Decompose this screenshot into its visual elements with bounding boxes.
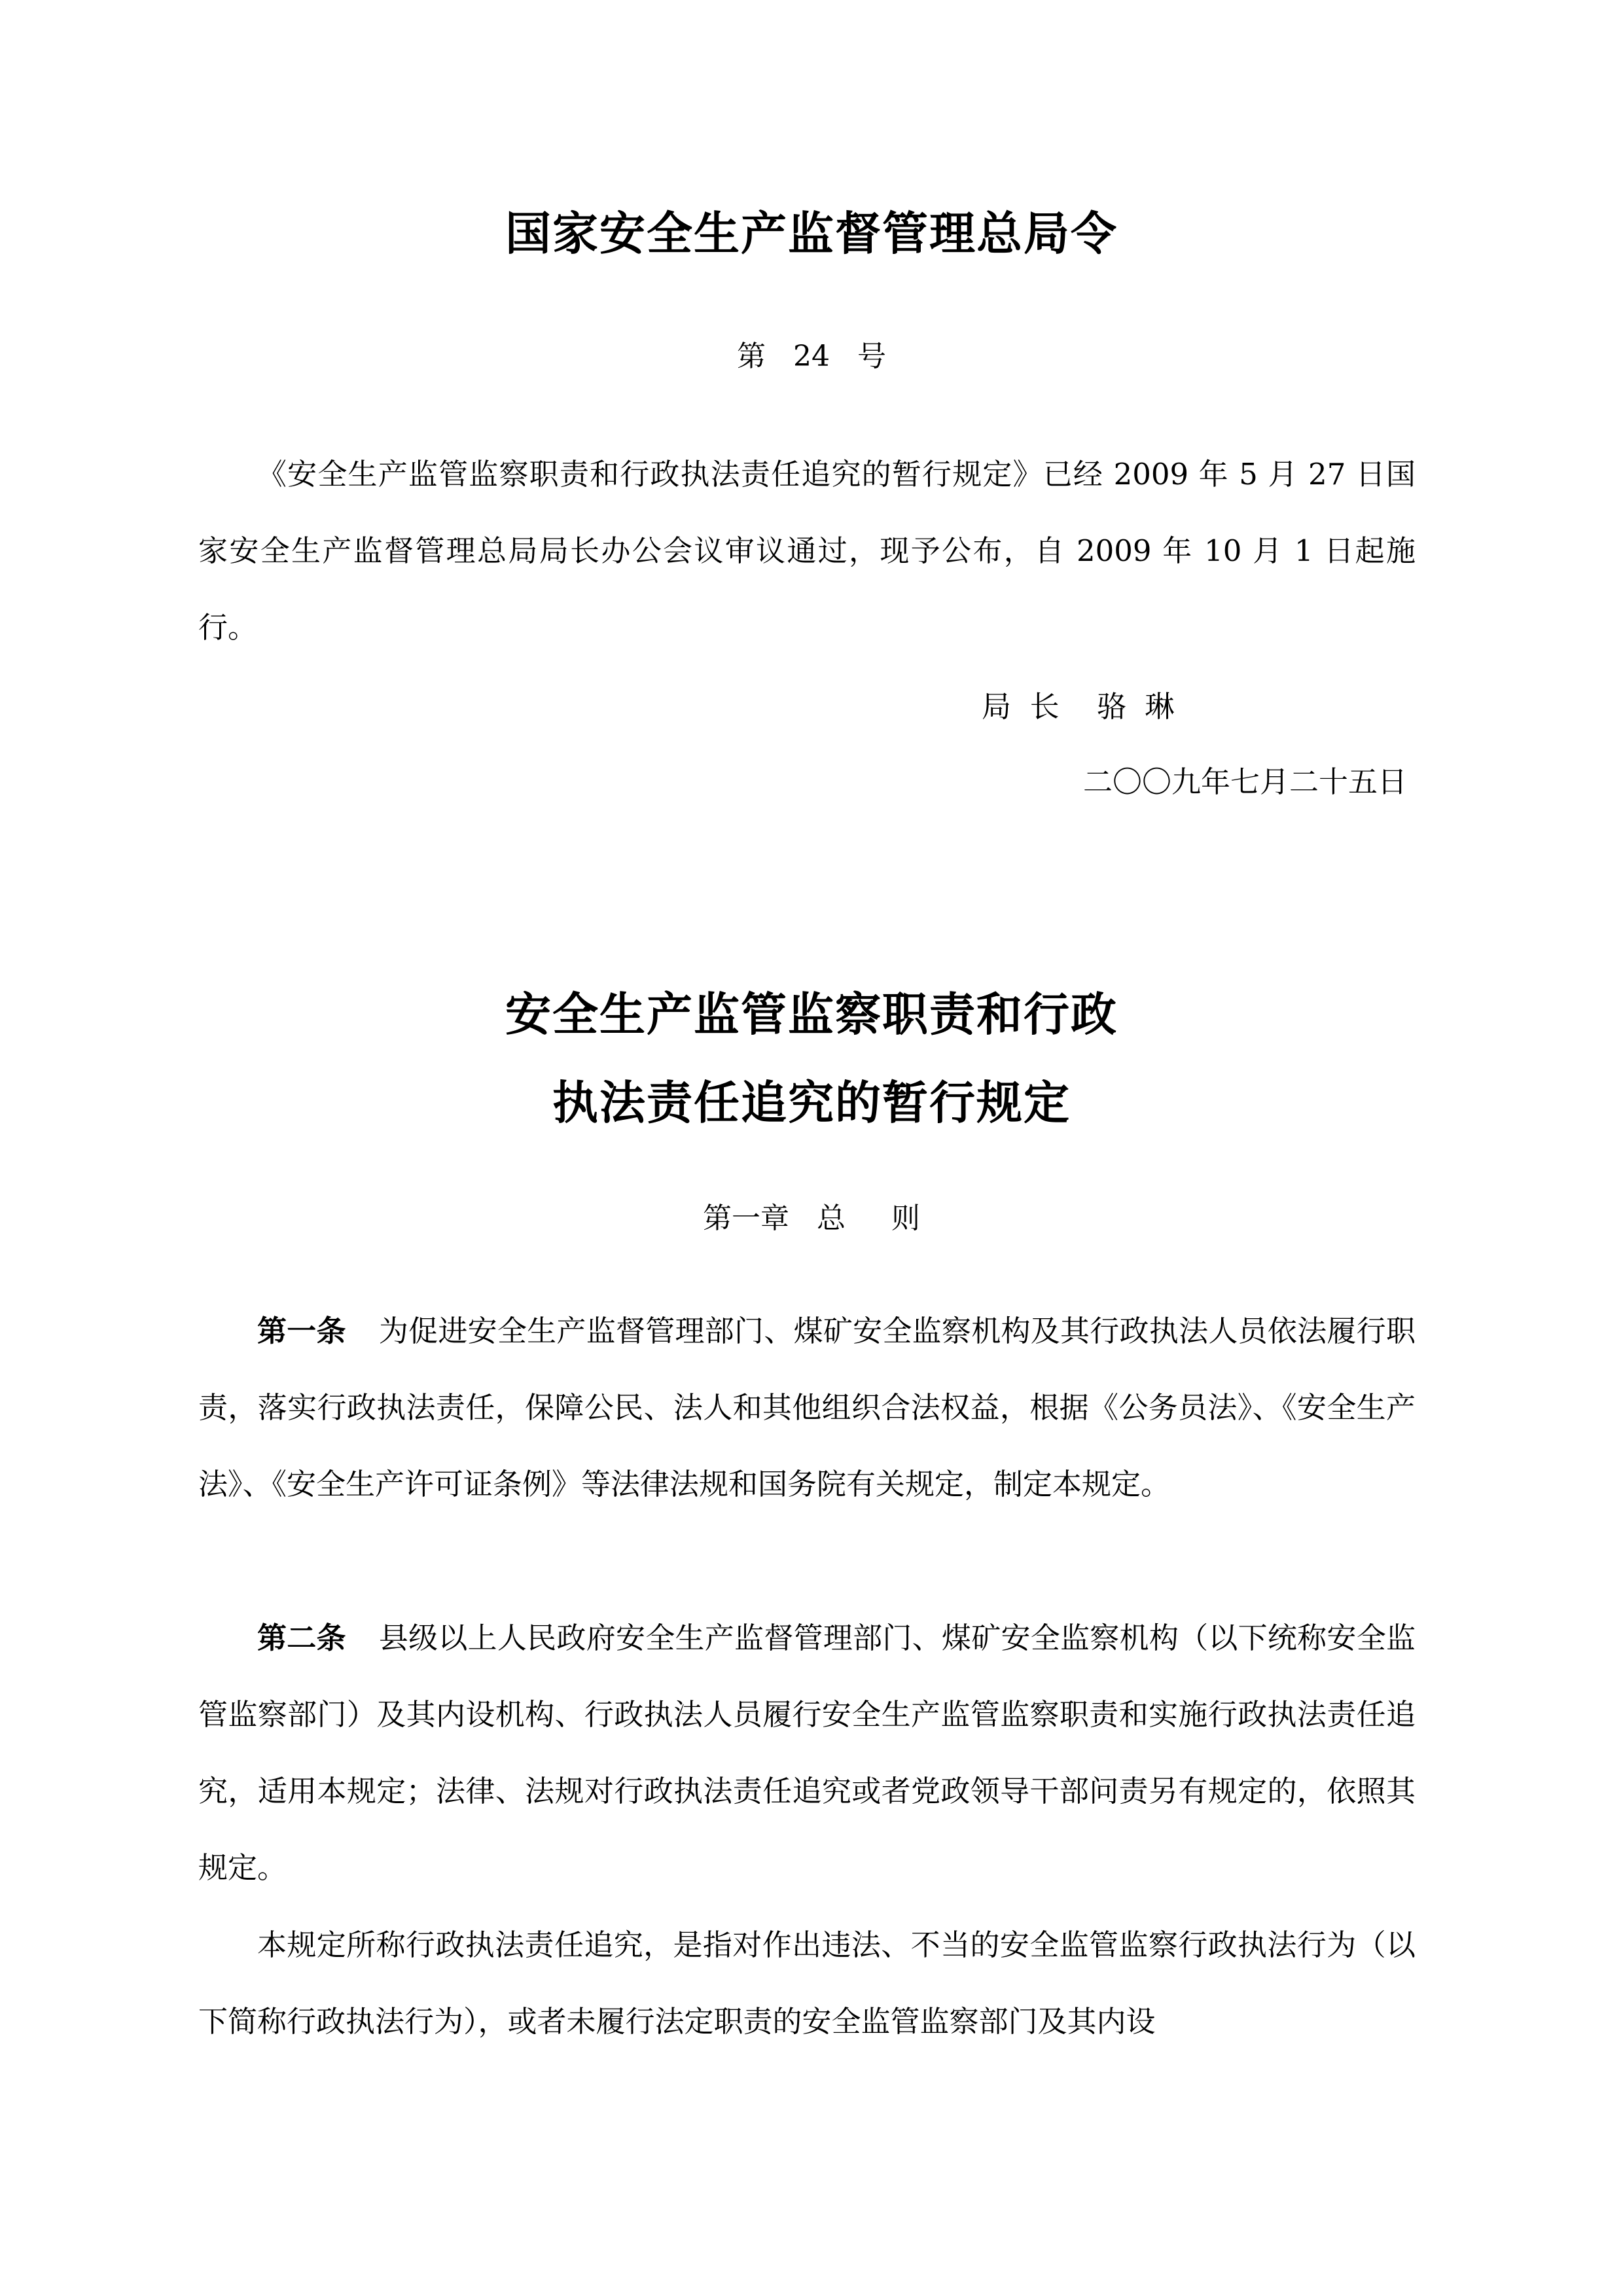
chapter-heading: 第一章 总 则 xyxy=(703,1202,920,1235)
regulation-title-line-1: 安全生产监管监察职责和行政 xyxy=(505,988,1118,1041)
order-date: 二〇〇九年七月二十五日 xyxy=(1082,764,1407,799)
article-2-label: 第二条 xyxy=(257,1621,346,1655)
order-paragraph: 《安全生产监管监察职责和行政执法责任追究的暂行规定》已经 2009 年 5 月 27 日国家安全生产监督管理总局局长办公会议审议通过，现予公布，自 2009 年 10 月 1 日起施行。 xyxy=(198,457,1416,645)
article-1-text: 为促进安全生产监督管理部门、煤矿安全监察机构及其行政执法人员依法履行职责，落实行政执法责任，保障公民、法人和其他组织合法权益，根据《公务员法》、《安全生产法》、《安全生产许可证条例》等法律法规和国务院有关规定，制定本规定。 xyxy=(198,1314,1416,1501)
order-number: 第 24 号 xyxy=(737,340,886,373)
article-2 xyxy=(198,1600,1416,1906)
article-2-text: 县级以上人民政府安全生产监督管理部门、煤矿安全监察机构（以下统称安全监管监察部门）及其内设机构、行政执法人员履行安全生产监管监察职责和实施行政执法责任追究，适用本规定；法律、法规对行政执法责任追究或者党政领导干部问责另有规定的，依照其规定。 xyxy=(198,1621,1416,1885)
paragraph-3: 本规定所称行政执法责任追究，是指对作出违法、不当的安全监管监察行政执法行为（以下简称行政执法行为），或者未履行法定职责的安全监管监察部门及其内设 xyxy=(198,1928,1416,2039)
article-1-label: 第一条 xyxy=(257,1314,346,1348)
regulation-title-line-2: 执法责任追究的暂行规定 xyxy=(552,1076,1071,1130)
article-1 xyxy=(198,1293,1416,1522)
signer-line: 局 长 骆 琳 xyxy=(982,689,1175,724)
order-title: 国家安全生产监督管理总局令 xyxy=(505,207,1118,260)
